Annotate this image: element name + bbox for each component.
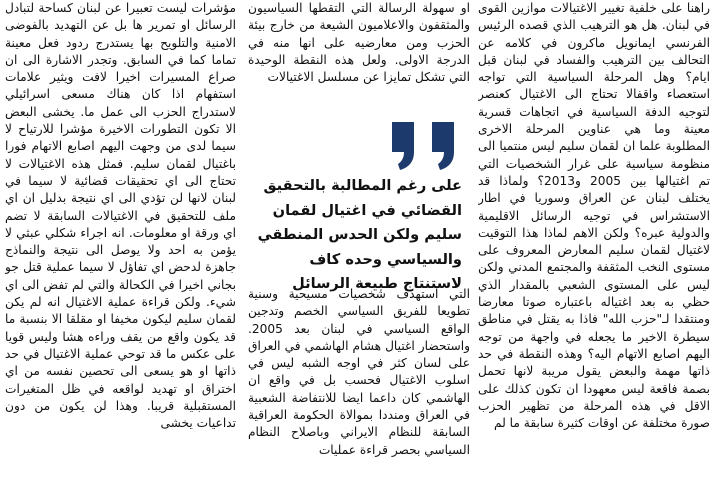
article-column-left	[5, 0, 236, 497]
column-text: التي استهدف شخصيات مسيحية وسنية تطويعا للفريق السياسي الخصم وتدجين الواقع السياسي في لبنان بعد 2005. واستحضار اغتيال هشام الهاشمي في العراق على لسان كثر في اوجه الشبه ليس في اسلوب الاغتيال فحسب بل في واقع ان الهاشمي كان داعما ايضا للانتفاضة الشعبية في العراق ومنددا بموالاة الحكومة العراقية السابقة للنظام الايراني وباصلاح النظام السياسي بحصر قراءة عمليات	[248, 287, 470, 457]
column-text: مؤشرات ليست تعبيرا عن لبنان كساحة لتبادل الرسائل او تمرير ها بل عن التهديد بالفوضى الامنية والتلويح بها يستدرج ردود فعل معينة تماما كما في السابق. وتجدر الاشارة الى ان صراع المسيرات اخيرا لافت ويثير علامات استفهام اذا كان هناك مسعى اسرائيلي لاستدراج الحزب الى عمل ما. يخشى البعض الا تكون التطورات الاخيرة مؤشرا للارتياح لا سيما لدى من وجهت اليهم اصابع الاتهام فورا باغتيال لقمان سليم. فمثل هذه الاغتيالات لا تحتاج الى اي تحقيقات قضائية لا سيما في لبنان لانها لن تؤدي الى اي نتيجة بدليل ان اي ملف للتحقيق في الاغتيالات السابقة لا تضم اي ورقة او معلومات. انه اجراء شكلي عبثي لا يؤمن به احد ولا يوصل الى نتيجة والنماذج جاهزة لدحض اي تفاؤل لا سيما عملية قتل جو بجاني اخيرا في الكحالة والتي لم تفض الى اي شيء. ولكن قراءة عملية الاغتيال انه لم يكن لقمان سليم ليكون مخيفا او مقلقا الا بنسبة ما قد يكون واقع من يقف وراءه هشا وليس قويا على عكس ما قد توحي عملية الاغتيال في حد ذاتها او هو يسعى الى تحصين نفسه من اي اختراق او تهديد لواقعه في ظل المتغيرات المستقبلية قريبا. وهذا لن يكون من دون تداعيات يخشى	[5, 1, 236, 431]
column-text: راهنا على خلفية تغيير الاغتيالات موازين القوى في لبنان. هل هو الترهيب الذي قصده الرئيس الفرنسي ايمانويل ماكرون في كلامه عن التحالف بين الترهيب والفساد في لبنان قبل ايام؟ وهل المرحلة السياسية التي تواجه استعصاء واقفالا تحتاج الى الاغتيال كعنصر لتوجيه الدفة السياسية في اتجاهات قسرية معينة وما هي عناوين المرحلة الاخرى المطلوبة علما ان لقمان سليم ليس منتميا الى منظومة سياسية على غرار الشخصيات التي تم اغتيالها بين 2005 و2013؟ ولماذا قد يختلف لبنان عن العراق وسوريا في اطار الاستشراس في توجيه الرسائل الاقليمية والدولية عبره؟ ولكن الاهم لماذا هذا التوقيت لاغتيال لقمان سليم المعارض المعروف على مستوى النخب المثقفة والمجتمع المدني ولكن ليس على المستوى الشعبي بالمقدار الذي حظي به بعد اغتياله باعتباره صوتا معارضا ومنتقدا لـ"حزب الله" فاذا به يقتل في مناطق سيطرة الاخير ما يجعله في واجهة من توجه اليهم اصابع الاتهام اليه؟ وهذه النقطة في حد ذاتها مهمة والبعض يقول مريبة لانها تحمل بصمة فاقعة ليس معهودا ان تكون كذلك على الاقل في هذه المرحلة من تظهير الحزب صورة مختلفة عن اوقات كثيرة سابقة ما لم	[478, 1, 710, 431]
article-column-right	[478, 0, 710, 497]
closing-quote-icon	[388, 122, 468, 170]
article-column-middle-top	[248, 0, 470, 96]
article-column-middle-bottom	[248, 286, 470, 497]
column-text: او سهولة الرسالة التي التقطها السياسيون والمثقفون والاعلاميون الشيعة من خارج بيئة الحزب ومن معارضيه على انها منه في الدرجة الاولى. ولعل هذه النقطة الوحيدة التي تشكل تمايزا عن مسلسل الاغتيالات	[248, 1, 470, 85]
pull-quote	[250, 122, 468, 292]
pull-quote-text: على رغم المطالبة بالتحقيق القضائي في اغتيال لقمان سليم ولكن الحدس المنطقي والسياسي وحده كاف لاستنتاج طبيعة الرسائل	[257, 177, 462, 292]
